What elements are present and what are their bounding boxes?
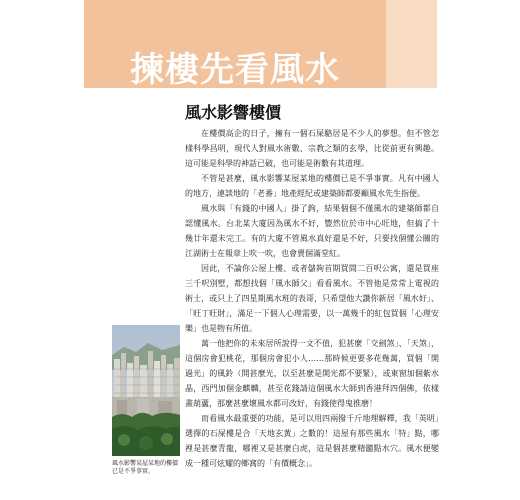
section-heading: 風水影響樓價 (185, 103, 282, 122)
chapter-title: 揀樓先看風水 (130, 50, 340, 90)
paragraph: 因此，不論你公屋上樓、或者儲夠首期買間二百呎公寓，還是買座三千呎別墅，都想找個「風水師父」看看風水。不管他是常常上電視的術士，或只上了四星期風水班的表哥，只希望他大讚你新居「風水好」、「旺丁旺財」，滿足一下個人心理需要，以一萬幾千的紅包買個「心理安樂」也是物有所值。 (185, 264, 439, 333)
paragraph: 風水與「有錢的中國人」掛了鉤，結果個個不僅風水的建築師都自認懂風水。台北某大廈因為風水不好，豐然位於市中心旺地，但搞了十幾廿年還未完工。有的大廈不管風水真好還是不好，只要找個懂公關的江湖術士在報章上吹一吹，也會賣個滿堂紅。 (185, 204, 439, 258)
city-skyline-photo (112, 325, 180, 456)
city-skyline-illustration (112, 325, 180, 456)
paragraph: 不管是甚麼，風水影響某屋某地的樓價已是不爭事實。凡有中國人的地方，連談地的「老番」地產經紀或建築師都要顧風水先生指便。 (185, 174, 439, 198)
paragraph: 而看風水最重要的功能，是可以用四兩撥千斤地理解釋，我「英明」選擇的石屎樓是合「天地玄黃」之數的！這屋有那些風水「特」點，哪裡是甚麼青龍，哪裡又是甚麼白虎，這是個甚麼精髓點水穴。風水便變成一種可炫耀的鄉窩的「有價概念」。 (185, 414, 439, 468)
photo-caption: 風水影響某屋某地的樓價已是不爭事實。 (112, 460, 179, 475)
paragraph: 萬一他把你的未來居所說得一文不值，犯甚麼「交劍煞」、「天煞」，這個房會犯桃花，那個房會犯小人……那時候更要多花幾萬，買個「開過光」的風鈴（開甚麼光，以至甚麼是開光都不要緊），或東窗加個紫水晶，西門加個金麒麟，甚至花錢請這個風水大師到香港拜四個佛，依樣畫葫蘆，那麼甚麼壞風水都可改好，有錢使得鬼推磨！ (185, 339, 439, 408)
paragraph: 在樓價高企的日子，擁有一個石屎駱居是不少人的夢想。但不管怎樣科學昌明，現代人對風水術數、宗教之類的玄學，比從前更有興趣。這可能是科學的神話已破，也可能是術數有其道理。 (185, 129, 439, 168)
article-body (185, 126, 439, 471)
title-banner-accent (386, 0, 437, 88)
